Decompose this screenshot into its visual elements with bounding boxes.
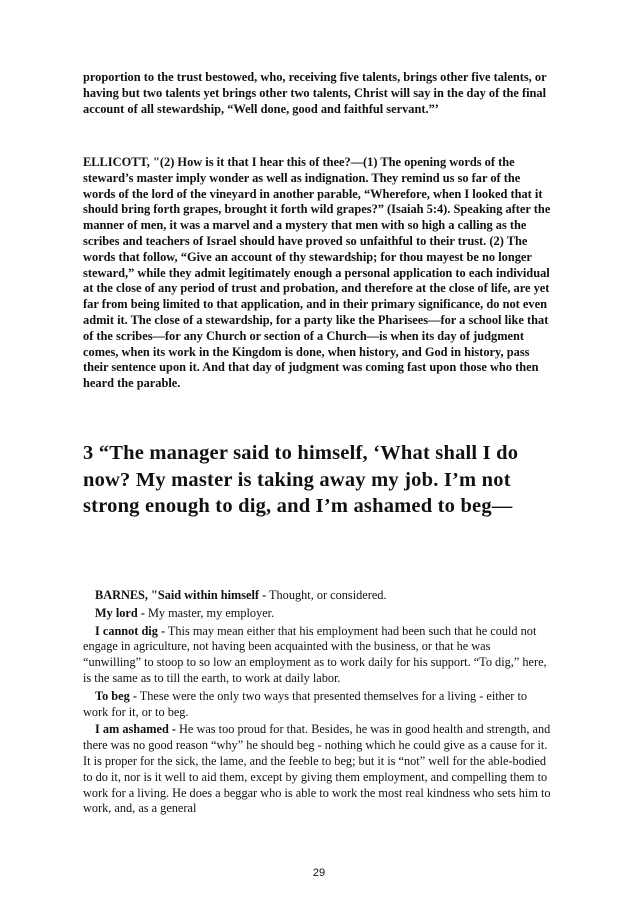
commentary-paragraph-continuation: proportion to the trust bestowed, who, receiving five talents, brings other five talents, or having but two talents yet brings other two talents, Christ will say in the day of the final account of all stewardship, “Well done, good and faithful servant.”’ [83,70,547,116]
barnes-text: These were the only two ways that presented themselves for a living - either to work for it, or to beg. [83,688,528,719]
barnes-entry [83,588,551,604]
barnes-entry [83,722,551,817]
barnes-entry [83,689,551,721]
verse-heading: 3 “The manager said to himself, ‘What shall I do now? My master is taking away my job. I’m not strong enough to dig, and I’m ashamed to beg— [83,442,519,517]
page-number: 29 [312,867,326,879]
ellicott-commentary-paragraph: ELLICOTT, "(2) How is it that I hear this of thee?—(1) The opening words of the steward’s master imply wonder as well as indignation. They remind us so far of the words of the lord of the vineyard in another parable, “Wherefore, when I looked that it should bring forth grapes, brought it forth wild grapes?” (Isaiah 5:4). Speaking after the manner of men, it was a marvel and a mystery that men with so high a calling as the scribes and teachers of Israel should have proved so unfaithful to their trust. (2) The words that follow, “Give an account of thy stewardship; for thou mayest be no longer steward,” while they admit legitimately enough a personal application to each individual at the close of any period of trust and probation, and therefore at the close of life, are yet far from being limited to that application, and in their primary significance, do not even admit it. The close of a stewardship, for a party like the Pharisees—for a school like that of the scribes—for any Church or section of a Church—is when its day of judgment comes, when its work in the Kingdom is done, when history, and God in history, pass their sentence upon it. And that day of judgment was coming fast upon those who then heard the parable. [83,155,551,391]
barnes-term: I cannot dig - [95,623,166,638]
barnes-term: To beg - [95,688,137,703]
barnes-term: My lord - [95,605,145,620]
barnes-entry [83,606,551,622]
barnes-entry [83,624,551,687]
barnes-text: This may mean either that his employment had been such that he could not engage in agriculture, not having been acquainted with the business, or that he was “unwilling” to stoop to so low an employment as to work daily for his support. “To dig,” here, is the same as to till the earth, to work at daily labor. [83,623,547,685]
barnes-text: He was too proud for that. Besides, he was in good health and strength, and there was no good reason “why” he should beg - nothing which he could give as a cause for it. It is proper for the sick, the lame, and the feeble to beg; but it is “not” well for the able-bodied to do it, nor is it well to aid them, except by giving them employment, and compelling them to work for a living. He does a beggar who is able to work the most real kindness who sets him to work, and, as a general [83,722,551,816]
barnes-text: Thought, or considered. [266,588,387,602]
barnes-text: My master, my employer. [144,605,275,620]
barnes-term: BARNES, "Said within himself - [95,588,267,602]
barnes-term: I am ashamed - [95,722,176,737]
barnes-commentary [83,588,551,819]
